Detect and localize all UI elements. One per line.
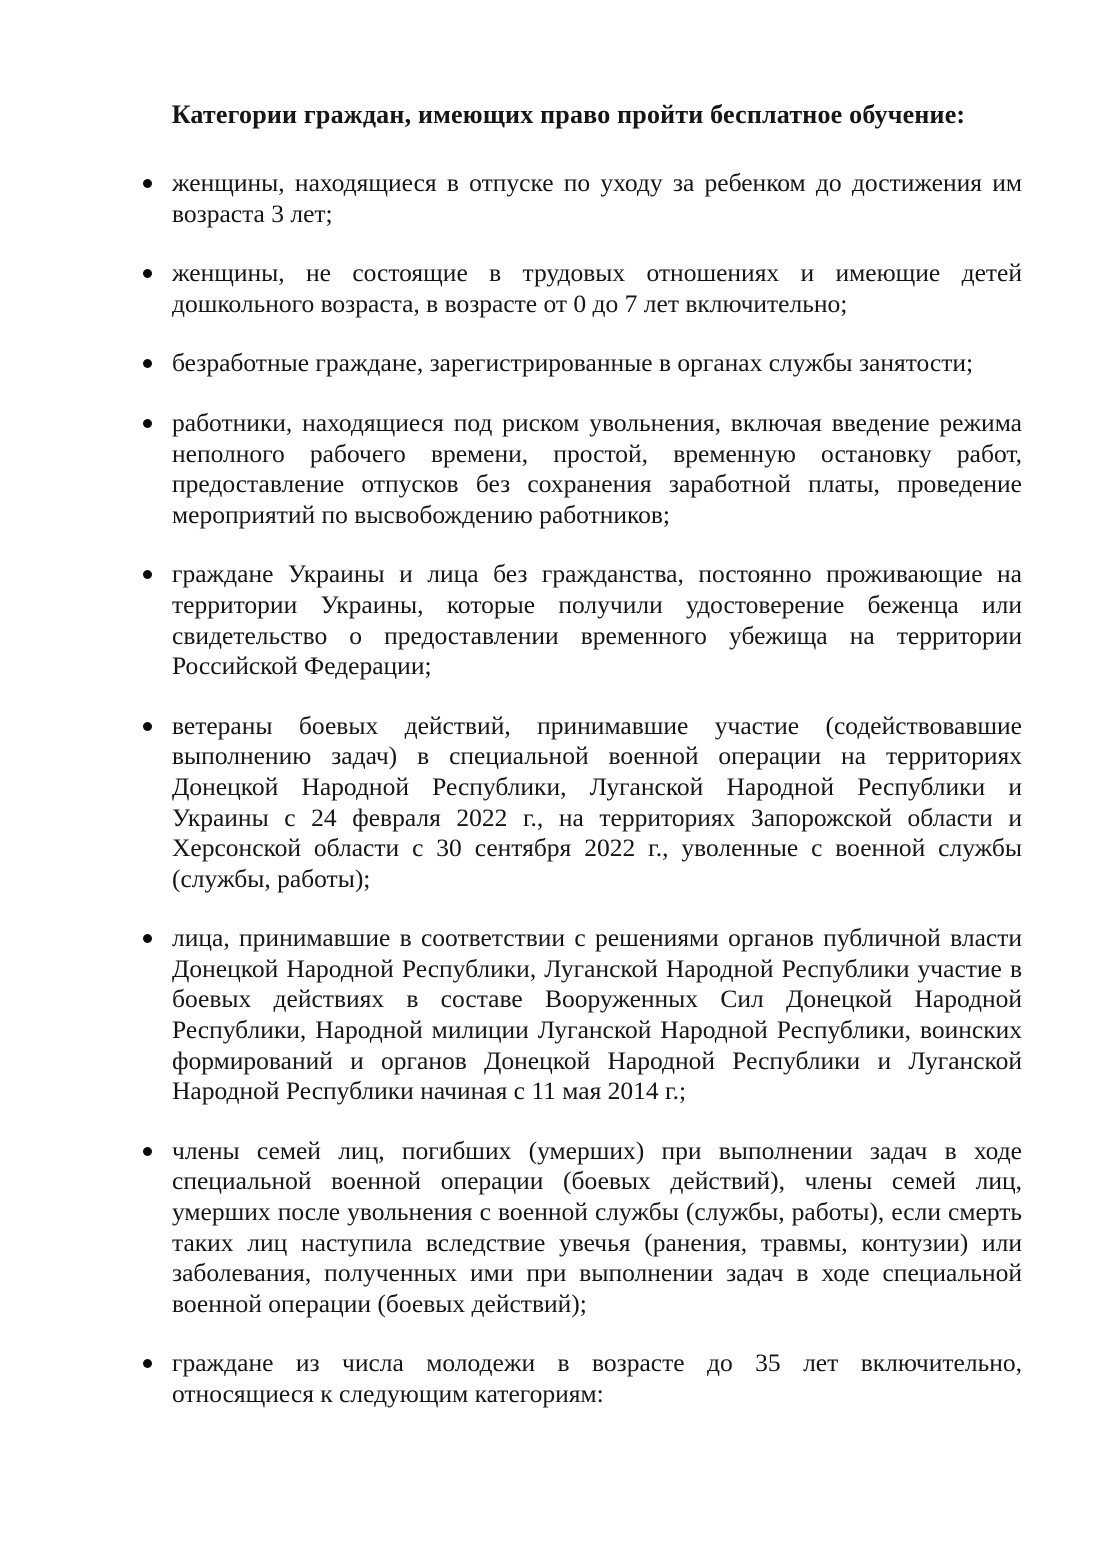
list-item [172, 1136, 1022, 1320]
bullet-icon [143, 1147, 152, 1156]
list-item-text: женщины, не состоящие в трудовых отношениях и имеющие детей дошкольного возраста, в возрасте от 0 до 7 лет включительно; [172, 258, 1022, 318]
bullet-icon [143, 722, 152, 731]
bullet-icon [143, 359, 152, 368]
list-item [172, 408, 1022, 530]
list-item-text: ветераны боевых действий, принимавшие участие (содействовавшие выполнению задач) в специальной военной операции на территориях Донецкой Народной Республики, Луганской Народной Республики и Украины с 24 февраля 2022 г., на территориях Запорожской области и Херсонской области с 30 сентября 2022 г., уволенные с военной службы (службы, работы); [172, 710, 1022, 893]
list-item [172, 348, 1022, 379]
list-item-text: работники, находящиеся под риском увольнения, включая введение режима неполного рабочего времени, простой, временную остановку работ, предоставление отпусков без сохранения заработной платы, проведение мероприятий по высвобождению работников; [172, 407, 1022, 529]
bullet-icon [143, 419, 152, 428]
bullet-icon [143, 269, 152, 278]
page-title: Категории граждан, имеющих право пройти бесплатное обучение: [171, 100, 966, 129]
bullet-icon [143, 1359, 152, 1368]
list-item [172, 168, 1022, 229]
list-item-text: граждане Украины и лица без гражданства, постоянно проживающие на территории Украины, которые получили удостоверение беженца или свидетельство о предоставлении временного убежища на территории Российской Федерации; [172, 559, 1022, 681]
list-item-text: безработные граждане, зарегистрированные в органах службы занятости; [172, 348, 974, 378]
list-item [172, 559, 1022, 681]
bullet-icon [143, 934, 152, 943]
list-item-text: женщины, находящиеся в отпуске по уходу за ребенком до достижения им возраста 3 лет; [172, 168, 1022, 228]
list-item [172, 711, 1022, 895]
list-item-text: члены семей лиц, погибших (умерших) при выполнении задач в ходе специальной военной операции (боевых действий), члены семей лиц, умерших после увольнения с военной службы (службы, работы), если смерть таких лиц наступила вследствие увечья (ранения, травмы, контузии) или заболевания, полученных ими при выполнении задач в ходе специальной военной операции (боевых действий); [172, 1135, 1022, 1318]
list-item-text: граждане из числа молодежи в возрасте до 35 лет включительно, относящиеся к следующим категориям: [172, 1348, 1022, 1408]
list-item-text: лица, принимавшие в соответствии с решениями органов публичной власти Донецкой Народной Республики, Луганской Народной Республики участие в боевых действиях в составе Вооруженных Сил Донецкой Народной Республики, Народной милиции Луганской Народной Республики, воинских формирований и органов Донецкой Народной Республики и Луганской Народной Республики начиная с 11 мая 2014 г.; [172, 923, 1022, 1106]
bullet-list [115, 168, 1022, 1410]
list-item [172, 1348, 1022, 1409]
bullet-icon [143, 179, 152, 188]
list-item [172, 258, 1022, 319]
list-item [172, 923, 1022, 1107]
bullet-icon [143, 570, 152, 579]
